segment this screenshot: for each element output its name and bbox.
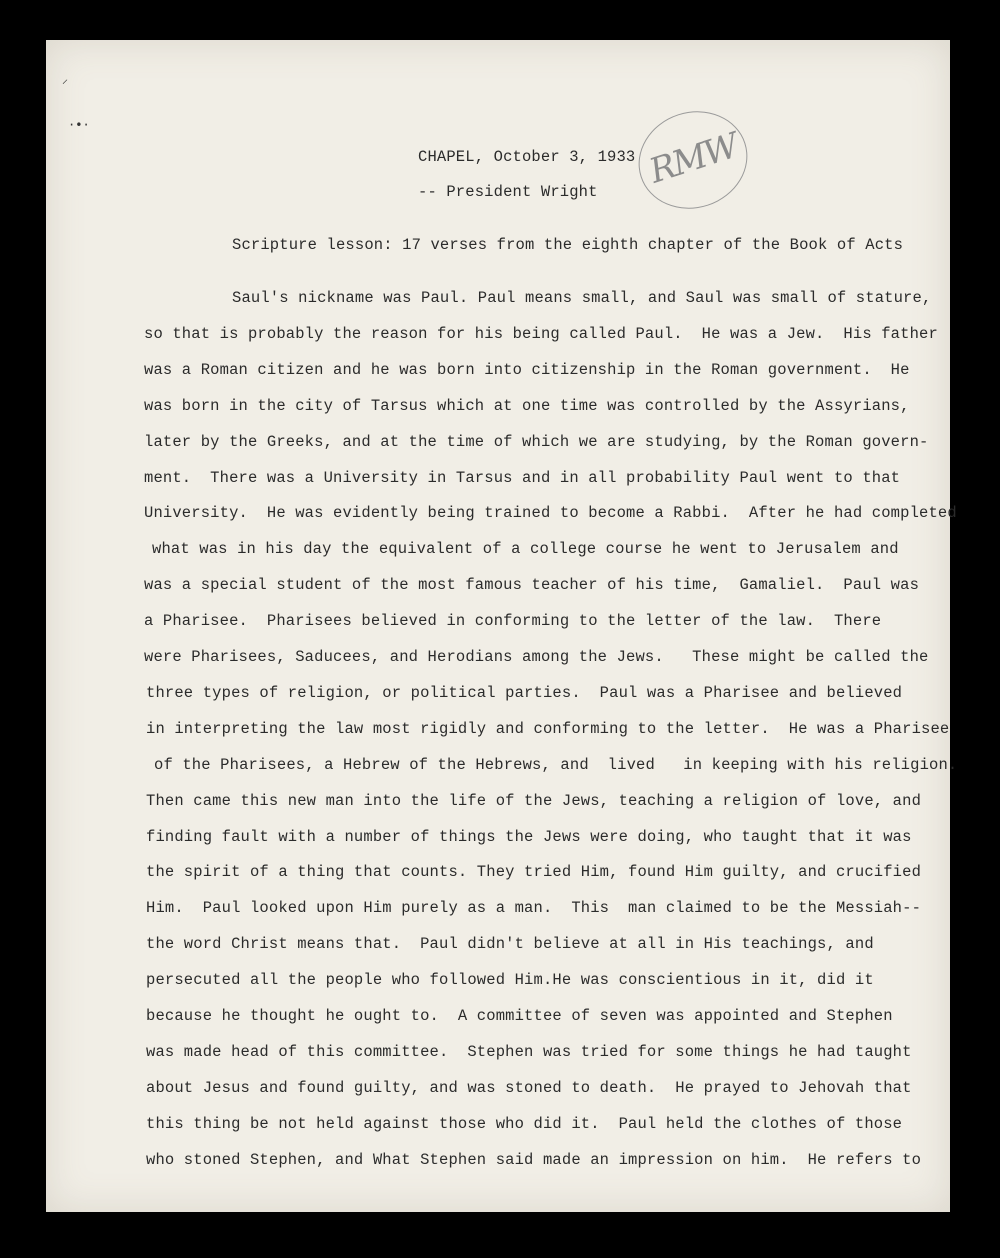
document-title: CHAPEL, October 3, 1933 — [418, 148, 636, 166]
margin-mark-top: ⸝ — [62, 72, 69, 86]
body-line: so that is probably the reason for his being called Paul. He was a Jew. His father — [144, 324, 938, 343]
body-line: later by the Greeks, and at the time of which we are studying, by the Roman govern- — [144, 432, 929, 451]
handwritten-initials-stamp — [626, 97, 760, 222]
body-line: a Pharisee. Pharisees believed in conforming to the letter of the law. There — [144, 612, 882, 631]
body-line: Saul's nickname was Paul. Paul means small, and Saul was small of stature, — [232, 289, 932, 307]
body-line: persecuted all the people who followed Him.He was conscientious in it, did it — [146, 971, 874, 990]
margin-mark-dots: ·•· — [68, 118, 90, 132]
stamp-initials: RMW — [644, 126, 743, 192]
body-line: was a special student of the most famous teacher of his time, Gamaliel. Paul was — [144, 576, 920, 595]
body-line: was born in the city of Tarsus which at one time was controlled by the Assyrians, — [144, 396, 910, 415]
body-line: this thing be not held against those who did it. Paul held the clothes of those — [146, 1114, 903, 1133]
body-line: what was in his day the equivalent of a college course he went to Jerusalem and — [152, 540, 899, 559]
body-line: were Pharisees, Saducees, and Herodians among the Jews. These might be called the — [144, 648, 929, 666]
body-line: was a Roman citizen and he was born into citizenship in the Roman government. He — [144, 360, 910, 379]
body-line: the spirit of a thing that counts. They tried Him, found Him guilty, and crucified — [146, 863, 922, 882]
body-line: Him. Paul looked upon Him purely as a man. This man claimed to be the Messiah-- — [146, 899, 922, 918]
body-line: in interpreting the law most rigidly and conforming to the letter. He was a Pharisee — [146, 719, 950, 738]
body-line: was made head of this committee. Stephen was tried for some things he had taught — [146, 1042, 912, 1061]
speaker-line: -- President Wright — [418, 183, 598, 201]
body-line: of the Pharisees, a Hebrew of the Hebrews, and lived in keeping with his religion. — [154, 755, 958, 774]
body-line: ment. There was a University in Tarsus and in all probability Paul went to that — [144, 468, 901, 487]
body-line: the word Christ means that. Paul didn't believe at all in His teachings, and — [146, 935, 874, 954]
body-line: finding fault with a number of things the Jews were doing, who taught that it was — [146, 827, 912, 846]
scripture-line: Scripture lesson: 17 verses from the eighth chapter of the Book of Acts — [232, 236, 904, 254]
body-line: about Jesus and found guilty, and was stoned to death. He prayed to Jehovah that — [146, 1078, 912, 1097]
body-line: University. He was evidently being trained to become a Rabbi. After he had completed — [144, 504, 957, 523]
body-line: three types of religion, or political parties. Paul was a Pharisee and believed — [146, 683, 903, 702]
body-line: because he thought he ought to. A committee of seven was appointed and Stephen — [146, 1007, 893, 1025]
body-line: Then came this new man into the life of the Jews, teaching a religion of love, and — [146, 791, 922, 810]
body-line: who stoned Stephen, and What Stephen said made an impression on him. He refers to — [146, 1150, 922, 1169]
